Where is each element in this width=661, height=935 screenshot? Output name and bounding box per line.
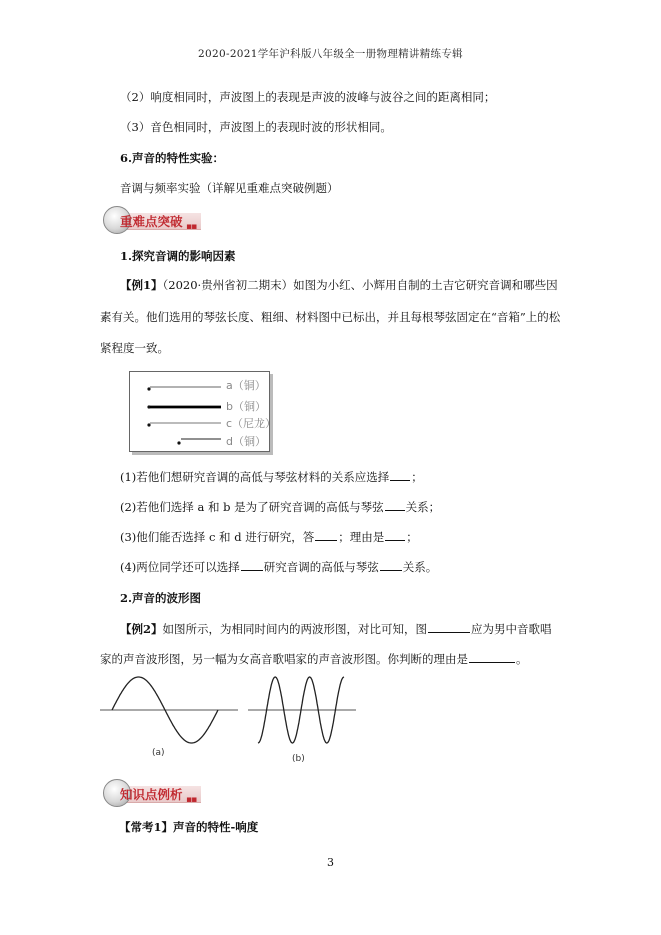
string-d-label: d（铜） [226, 435, 266, 448]
banner-knowledge-examples: 知识点例析 ▪▪ [103, 779, 213, 807]
banner-key-points: 重难点突破 ▪▪ [103, 206, 213, 234]
string-c-label: c（尼龙） [226, 417, 277, 430]
text-line-3: 6.声音的特性实验： [120, 151, 225, 165]
string-a-label: a（铜） [226, 379, 266, 392]
example-2-line-1: 【例2】如图所示，为相同时间内的两波形图，对比可知，图 应为男中音歌唱 [120, 622, 552, 636]
section-2-heading: 2.声音的波形图 [120, 591, 202, 605]
page-number: 3 [327, 856, 334, 869]
text-line-1: （2）响度相同时，声波图上的表现是声波的波峰与波谷之间的距离相同； [120, 90, 496, 104]
waveform-a-label: (a) [152, 748, 165, 758]
question-3: (3)他们能否选择 c 和 d 进行研究，答 ；理由是 ； [120, 530, 418, 544]
question-2: (2)若他们选择 a 和 b 是为了研究音调的高低与琴弦 关系； [120, 500, 441, 514]
string-figure [129, 371, 277, 452]
example-1-line-3: 紧程度一致。 [100, 341, 169, 355]
waveform-b [246, 672, 358, 764]
page-header: 2020-2021学年沪科版八年级全一册物理精讲精练专辑 [198, 48, 463, 60]
text-line-4: 音调与频率实验（详解见重难点突破例题） [120, 181, 339, 195]
section-3-heading: 【常考1】声音的特性-响度 [119, 820, 259, 834]
string-b-label: b（铜） [226, 400, 266, 413]
waveform-a [98, 672, 240, 764]
question-1: (1)若他们想研究音调的高低与琴弦材料的关系应选择 ； [120, 470, 423, 484]
section-1-heading: 1.探究音调的影响因素 [120, 249, 236, 263]
text-line-2: （3）音色相同时，声波图上的表现时波的形状相同。 [120, 120, 392, 134]
example-1-line-1: 【例1】（2020·贵州省初二期末）如图为小红、小辉用自制的土吉它研究音调和哪些因 [120, 278, 558, 292]
waveform-b-label: (b) [292, 754, 305, 764]
question-4: (4)两位同学还可以选择 研究音调的高低与琴弦 关系。 [120, 560, 438, 574]
example-1-line-2: 素有关。他们选用的琴弦长度、粗细、材料图中已标出，并且每根琴弦固定在“音箱”上的松 [100, 310, 561, 324]
example-2-line-2: 家的声音波形图，另一幅为女高音歌唱家的声音波形图。你判断的理由是 。 [100, 652, 528, 666]
